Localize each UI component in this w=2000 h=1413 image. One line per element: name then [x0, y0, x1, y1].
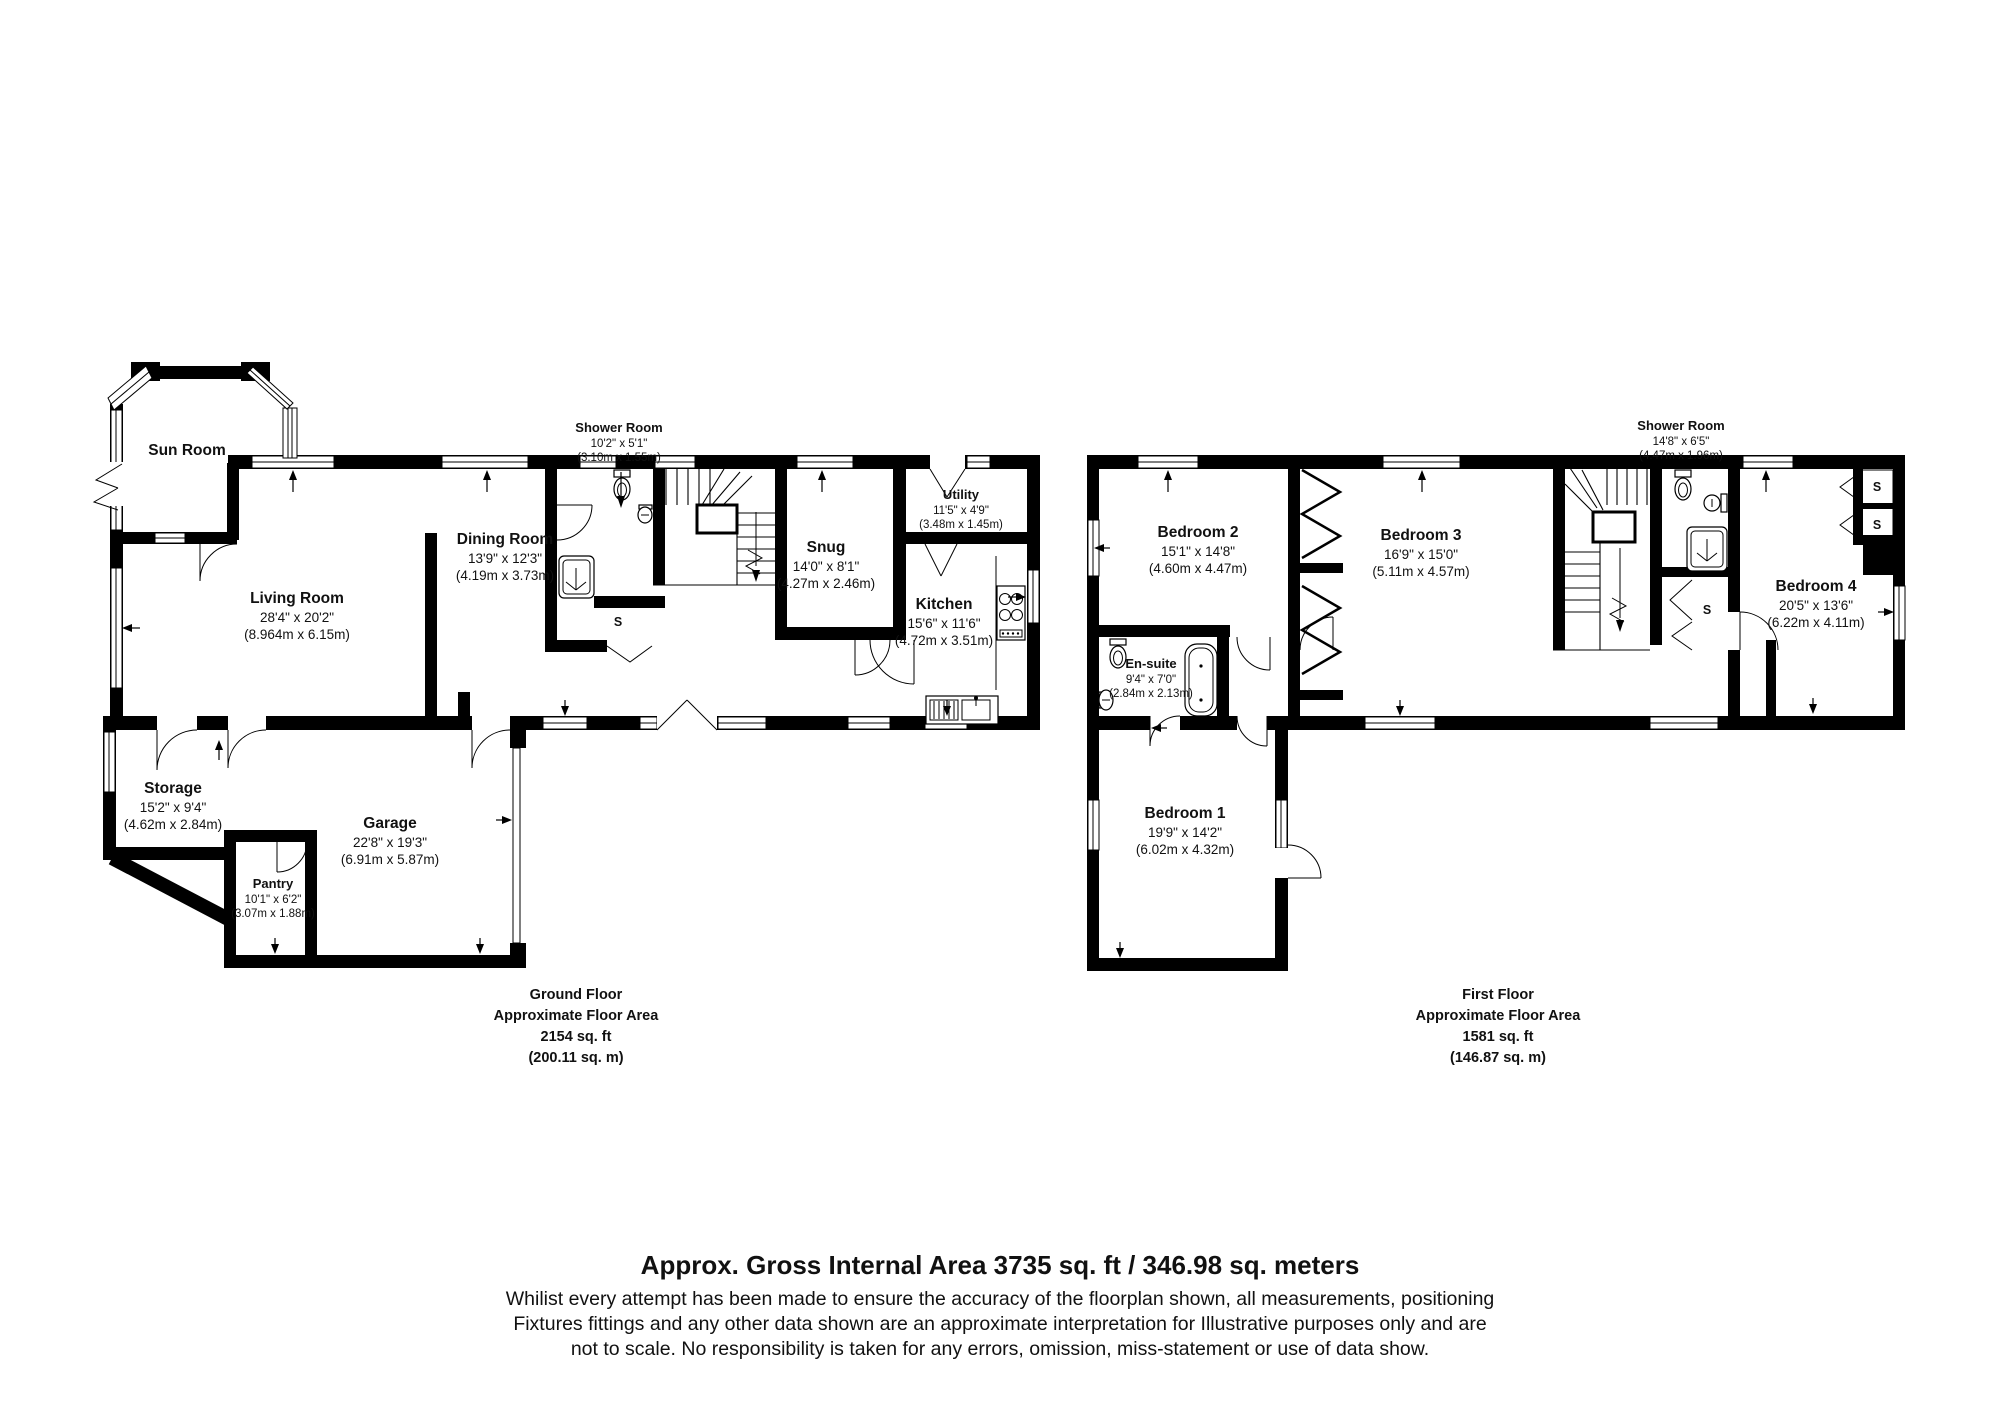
shower-tray-icon — [559, 556, 594, 598]
room-label-en-suite: En-suite 9'4" x 7'0" (2.84m x 2.13m) — [1109, 656, 1193, 701]
garage-door — [513, 748, 520, 943]
room-label-pantry: Pantry 10'1" x 6'2" (3.07m x 1.88m) — [231, 876, 315, 921]
room-label-snug: Snug 14'0" x 8'1" (4.27m x 2.46m) — [776, 539, 876, 592]
ground-floor-doors — [157, 469, 965, 872]
room-label-bedroom-4: Bedroom 4 20'5" x 13'6" (6.22m x 4.11m) — [1767, 578, 1865, 631]
room-label-living-room: Living Room 28'4" x 20'2" (8.964m x 6.15m) — [244, 590, 350, 643]
first-floor-fixtures — [1099, 470, 1727, 716]
ground-floor-stairs — [653, 468, 787, 585]
storage-cupboard-label: S — [613, 615, 623, 629]
room-label-shower-room-ff: Shower Room 14'8" x 6'5" (4.47m x 1.96m) — [1637, 418, 1725, 463]
room-label-shower-room-gf: Shower Room 10'2" x 5'1" (3.10m x 1.55m) — [575, 420, 663, 465]
storage-cupboard-label: S — [1872, 480, 1882, 494]
room-label-bedroom-1: Bedroom 1 19'9" x 14'2" (6.02m x 4.32m) — [1135, 805, 1235, 858]
basin-icon — [1704, 494, 1727, 512]
room-name: Sun Room — [148, 442, 226, 459]
room-label-garage: Garage 22'8" x 19'3" (6.91m x 5.87m) — [340, 815, 440, 868]
first-floor-stairs — [1553, 467, 1650, 650]
room-label-bedroom-2: Bedroom 2 15'1" x 14'8" (4.60m x 4.47m) — [1148, 524, 1248, 577]
basin-icon — [638, 505, 652, 523]
ground-floor-area-label: Ground Floor Approximate Floor Area 2154 sq. ft (200.11 sq. m) — [493, 987, 659, 1067]
hob-icon — [997, 586, 1025, 640]
room-label-dining-room: Dining Room 13'9" x 12'3" (4.19m x 3.73m) — [455, 531, 555, 584]
room-label-kitchen: Kitchen 15'6" x 11'6" (4.72m x 3.51m) — [894, 596, 994, 649]
disclaimer-text: Whilist every attempt has been made to ensure the accuracy of the floorplan shown, all measurements, positioning Fixtures fittings and any other data shown are an approximate interpretation for Illustrative purposes only and are not to scale. No responsibility is taken for any errors, omission, miss-statement or use of data show. — [505, 1288, 1495, 1360]
first-floor-area-label: First Floor Approximate Floor Area 1581 sq. ft (146.87 sq. m) — [1415, 987, 1581, 1067]
shower-tray-icon — [1687, 527, 1727, 571]
toilet-icon — [614, 470, 630, 500]
room-label-bedroom-3: Bedroom 3 16'9" x 15'0" (5.11m x 4.57m) — [1372, 527, 1470, 580]
gross-internal-area-title: Approx. Gross Internal Area 3735 sq. ft / 346.98 sq. meters — [640, 1250, 1360, 1280]
toilet-icon — [1675, 470, 1691, 500]
storage-cupboard-label: S — [1702, 603, 1712, 617]
room-label-storage: Storage 15'2" x 9'4" (4.62m x 2.84m) — [123, 780, 223, 833]
room-label-sun-room — [148, 441, 226, 461]
room-label-utility: Utility 11'5" x 4'9" (3.48m x 1.45m) — [919, 487, 1003, 532]
storage-cupboard-label: S — [1872, 518, 1882, 532]
first-floor-doors — [1150, 470, 1893, 878]
wall-break-icon — [94, 462, 129, 510]
sink-icon — [926, 696, 998, 724]
